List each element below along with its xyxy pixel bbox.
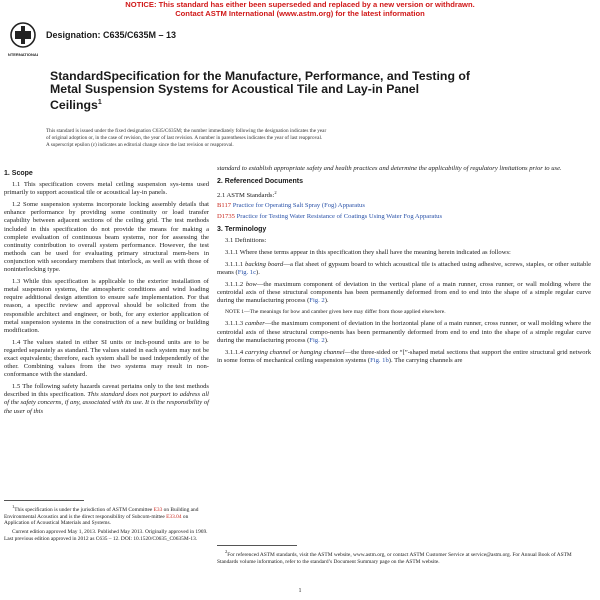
notice-line-2: Contact ASTM International (www.astm.org) for the latest information [175, 9, 425, 18]
footnote-2-marker: 2 [225, 549, 228, 554]
intro-line-1: This standard is issued under the fixed designation C635/C635M; the number immediately following the designation indicates the year [46, 128, 327, 134]
def-text: —the maximum component of deviation in the horizontal plane of a main runner, cross runner, or wall molding where the centroidal axis of these structural compo-nents has been permanently deformed from end to end into the shape of a simple regular curve during the manufacturing process ( [217, 320, 592, 344]
astm-standards-label: 2.1 ASTM Standards: [217, 192, 275, 200]
notice-line-1: NOTICE: This standard has either been superseded and replaced by a new version or withdrawn. [125, 0, 475, 9]
footnote-link-e33-04[interactable]: E33.04 [166, 513, 182, 520]
paragraph-1-2: 1.2 Some suspension systems incorporate locking assembly details that enhance performance by providing some continuity or load transfer capability between adjacent sections of the ceiling grid. The test methods included in this specification do not provide the means for making a complete evaluation of continuous beam systems, nor for assessing the continuity contribution to overall system performance. However, the test methods can be used for evaluating primary structural mem-bers in conjunction with secondary members that interlock, as well as with those of noninterlocking type. [4, 201, 209, 274]
reference-d1735[interactable] [217, 213, 591, 221]
footnote-1-text-b: on Building and Environmental Acoustics and is the direct responsibility of Subcom-mittee [4, 506, 199, 520]
right-column [217, 165, 591, 369]
footnote-2 [217, 549, 591, 565]
figure-link[interactable]: Fig. 1c [237, 269, 257, 277]
footnote-edition: Current edition approved May 1, 2013. Published May 2013. Originally approved in 1969. Last previous edition approved in 2012 as C635 – 12. DOI: 10.1520/C0635_C0635M-13. [4, 529, 208, 542]
paragraph-3-1-1: 3.1.1 Where these terms appear in this specification they shall have the meaning herein indicated as follows: [225, 248, 511, 256]
figure-link[interactable]: Fig. 1b [370, 356, 389, 364]
definition-carrying-channel [217, 349, 591, 365]
left-column [4, 165, 209, 420]
reference-title-d1735[interactable]: Practice for Testing Water Resistance of Coatings Using Water Fog Apparatus [236, 212, 443, 220]
paragraph-1-1: 1.1 This specification covers metal ceiling suspension sys-tems used primarily to support acoustical tile or acoustical lay-in panels. [4, 181, 209, 197]
right-footnotes [217, 545, 591, 565]
def-number: 3.1.1.1 [225, 260, 246, 268]
intro-line-3: A superscript epsilon (ε) indicates an editorial change since the last revision or reapproval. [46, 142, 234, 148]
title-footnote-marker: 1 [97, 99, 102, 107]
footnote-2-marker: 2 [274, 190, 277, 196]
withdrawal-notice [0, 0, 600, 18]
def-end: ). [324, 297, 329, 305]
def-end: ). The carrying channels are [388, 356, 463, 364]
document-title [50, 70, 470, 113]
def-number: 3.1.1.2 [225, 281, 246, 289]
def-text: —the maximum component of deviation in the vertical plane of a main runner, cross runner, or wall molding where the centroidal axis of these structural components has been permanently deformed from end to end into the shape of a simple regular curve during the manufacturing process ( [217, 281, 591, 305]
footnote-rule [4, 500, 84, 501]
footnote-rule [217, 545, 297, 546]
paragraph-1-5-a: 1.5 The following safety hazards caveat pertains only to the test methods described in this specification. [4, 383, 209, 399]
paragraph-1-5-continued: standard to establish appropriate safety and health practices and determine the applicability of regulatory limitations prior to use. [217, 165, 562, 172]
def-end: ). [324, 336, 329, 344]
def-number: 3.1.1.4 [225, 348, 246, 356]
definition-bow [217, 281, 591, 305]
footnote-1-text-a: This specification is under the jurisdiction of ASTM Committee [14, 506, 154, 513]
reference-b117[interactable] [217, 202, 591, 210]
intro-notice [46, 128, 556, 149]
section-heading-scope: 1. Scope [4, 170, 33, 177]
title-text: StandardSpecification for the Manufacture, Performance, and Testing of Metal Suspension Systems for Acoustical Tile and Lay-in Panel Ceilings [50, 69, 470, 113]
def-number: 3.1.1.3 [225, 320, 246, 328]
def-term: backing board [245, 260, 284, 268]
footnote-link-e33[interactable]: E33 [153, 506, 163, 513]
reference-code-b117[interactable]: B117 [217, 202, 232, 210]
paragraph-2-1 [217, 189, 591, 200]
def-term: bow [245, 281, 257, 289]
astm-logo-icon [8, 22, 38, 58]
figure-link[interactable]: Fig. 2 [309, 336, 325, 344]
paragraph-1-5-b: This standard does not purport to address all of the safety concerns, if any, associated with its use. It is the responsibility of the user of this [4, 391, 209, 415]
section-heading-referenced-documents: 2. Referenced Documents [217, 178, 303, 186]
definition-camber [217, 320, 591, 344]
footnote-1-marker: 1 [12, 504, 15, 509]
logo-label: INTERNATIONAL [8, 52, 38, 57]
paragraph-1-4: 1.4 The values stated in either SI units or inch-pound units are to be regarded separately as standard. The values stated in each system may not be exact equivalents; therefore, each system shall be used independently of the other. Combining values from the two systems may result in non-conformance with the standard. [4, 338, 209, 379]
def-term: carrying channel or hanging channel [245, 348, 345, 356]
designation: Designation: C635/C635M – 13 [46, 30, 177, 40]
reference-code-d1735[interactable]: D1735 [217, 212, 235, 220]
paragraph-3-1: 3.1 Definitions: [225, 236, 267, 244]
reference-title-b117[interactable]: Practice for Operating Salt Spray (Fog) Apparatus [232, 202, 365, 210]
page-number: 1 [298, 588, 302, 594]
section-heading-terminology: 3. Terminology [217, 225, 267, 233]
footnote-1 [4, 504, 209, 527]
paragraph-1-3: 1.3 While this specification is applicable to the exterior installation of metal suspension systems, the atmospheric conditions and wind loading require additional design attention to ensure safe implementation. For that reason, a specific review and approval should be solicited from the responsible architect and engineer, or both, for any exterior application of metal suspension systems in the construction of a new building or building modification. [4, 278, 209, 334]
def-term: camber [245, 320, 265, 328]
def-text: —a flat sheet of gypsum board to which acoustical tile is attached using adhesive, screws, staples, or other suitable means ( [217, 260, 592, 277]
footnote-1-text-c: on Application of Acoustical Materials and Systems. [4, 513, 189, 527]
def-text: —the three-sided or “[”-shaped metal sections that support the entire structural grid network in some forms of mechanical ceiling suspension systems ( [217, 348, 592, 364]
paragraph-1-5 [4, 383, 209, 415]
footnote-2-text: For referenced ASTM standards, visit the ASTM website, www.astm.org, or contact ASTM Customer Service at service@astm.org. For Annual Book of ASTM Standards volume information, refer to the standard’s Document Summary page on the ASTM website. [217, 551, 572, 565]
definition-backing-board [217, 261, 591, 277]
left-footnotes [4, 500, 209, 543]
figure-link[interactable]: Fig. 2 [309, 297, 325, 305]
note-1: NOTE 1—The meanings for bow and camber given here may differ from those applied elsewhere. [225, 309, 446, 316]
def-end: ). [256, 269, 260, 277]
intro-line-2: of original adoption or, in the case of revision, the year of last revision. A number in parentheses indicates the year of last reapproval. [46, 135, 323, 141]
